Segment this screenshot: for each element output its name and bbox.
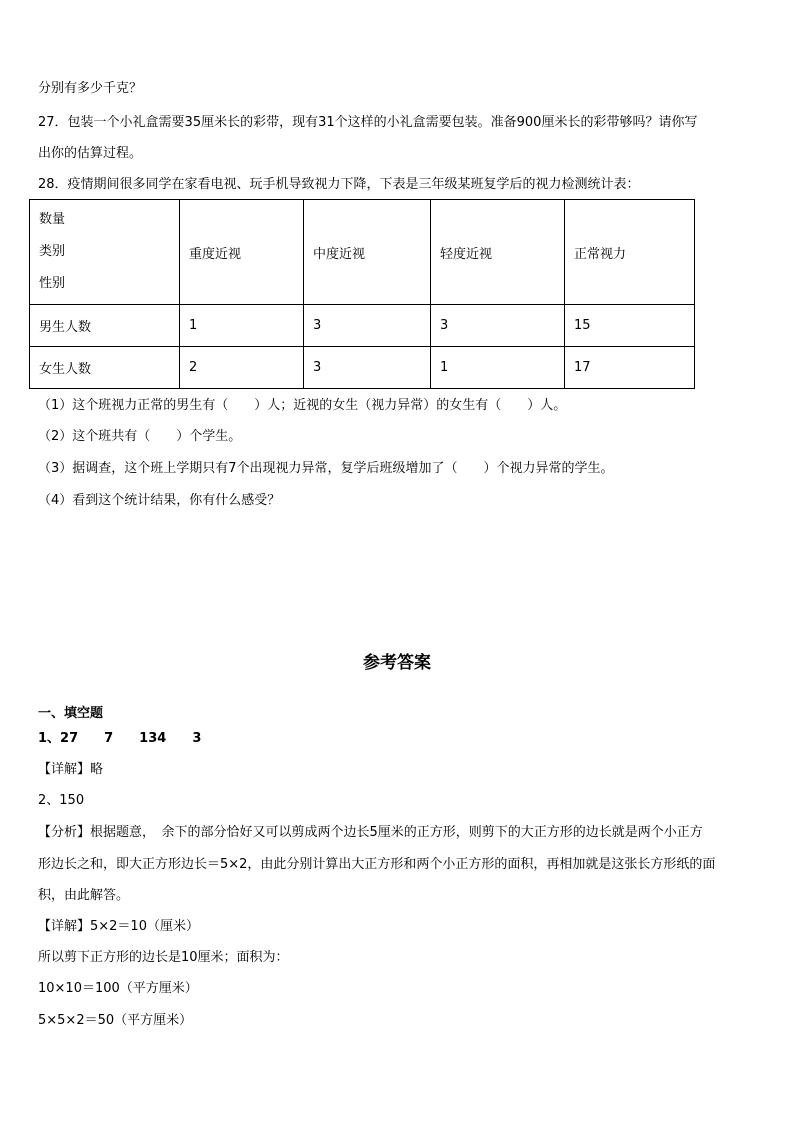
table-row [30, 305, 695, 347]
table-cell: 2 [180, 347, 304, 389]
question-28-intro: 28．疫情期间很多同学在家看电视、玩手机导致视力下降，下表是三年级某班复学后的视力检测统计表： [38, 177, 640, 192]
subquestion-4: （4）看到这个统计结果，你有什么感受？ [38, 493, 281, 508]
table-cell: 17 [565, 347, 695, 389]
answer-2-analysis-line-3: 积，由此解答。 [38, 888, 130, 903]
subquestion-3: （3）据调查，这个班上学期只有7个出现视力异常，复学后班级增加了（ ）个视力异常的学生。 [38, 461, 614, 476]
column-header: 中度近视 [304, 200, 431, 305]
answers-title: 参考答案 [363, 653, 431, 673]
answer-2-step-2: 10×10＝100（平方厘米） [38, 981, 198, 996]
column-header: 正常视力 [565, 200, 695, 305]
column-header: 重度近视 [180, 200, 304, 305]
table-cell: 3 [431, 305, 565, 347]
question-27-line-1: 27．包装一个小礼盒需要35厘米长的彩带，现有31个这样的小礼盒需要包装。准备900厘米长的彩带够吗？请你写 [38, 115, 698, 130]
answer-1: 1、27 7 134 3 [38, 731, 202, 746]
vision-statistics-table [29, 199, 695, 389]
question-27-line-2: 出你的估算过程。 [38, 146, 143, 161]
table-header-row [30, 200, 695, 305]
subquestion-2: （2）这个班共有（ ）个学生。 [38, 429, 242, 444]
answers-section-heading: 一、填空题 [38, 706, 104, 721]
answer-2-analysis-line-1: 【分析】根据题意， 余下的部分恰好又可以剪成两个边长5厘米的正方形，则剪下的大正方形的边长就是两个小正方 [38, 825, 703, 840]
table-cell: 1 [431, 347, 565, 389]
answer-2-step-3: 5×5×2＝50（平方厘米） [38, 1013, 193, 1028]
answer-2-step-1: 所以剪下正方形的边长是10厘米；面积为： [38, 950, 289, 965]
table-cell: 3 [304, 347, 431, 389]
corner-label-quantity: 数量 [39, 212, 66, 227]
row-label: 女生人数 [30, 347, 180, 389]
table-cell: 1 [180, 305, 304, 347]
subquestion-1: （1）这个班视力正常的男生有（ ）人；近视的女生（视力异常）的女生有（ ）人。 [38, 398, 567, 413]
table-cell: 15 [565, 305, 695, 347]
row-label: 男生人数 [30, 305, 180, 347]
table-cell: 3 [304, 305, 431, 347]
column-header: 轻度近视 [431, 200, 565, 305]
table-row [30, 347, 695, 389]
corner-label-category: 类别 [39, 244, 66, 259]
table-corner-cell [30, 200, 180, 305]
answer-2-detail: 【详解】5×2＝10（厘米） [38, 919, 199, 934]
answer-2: 2、150 [38, 793, 85, 808]
question-26-tail: 分别有多少千克？ [38, 81, 143, 96]
answer-1-detail: 【详解】略 [38, 762, 104, 777]
answer-2-analysis-line-2: 形边长之和，即大正方形边长＝5×2，由此分别计算出大正方形和两个小正方形的面积，再相加就是这张长方形纸的面 [38, 857, 716, 872]
corner-label-gender: 性别 [39, 276, 66, 291]
